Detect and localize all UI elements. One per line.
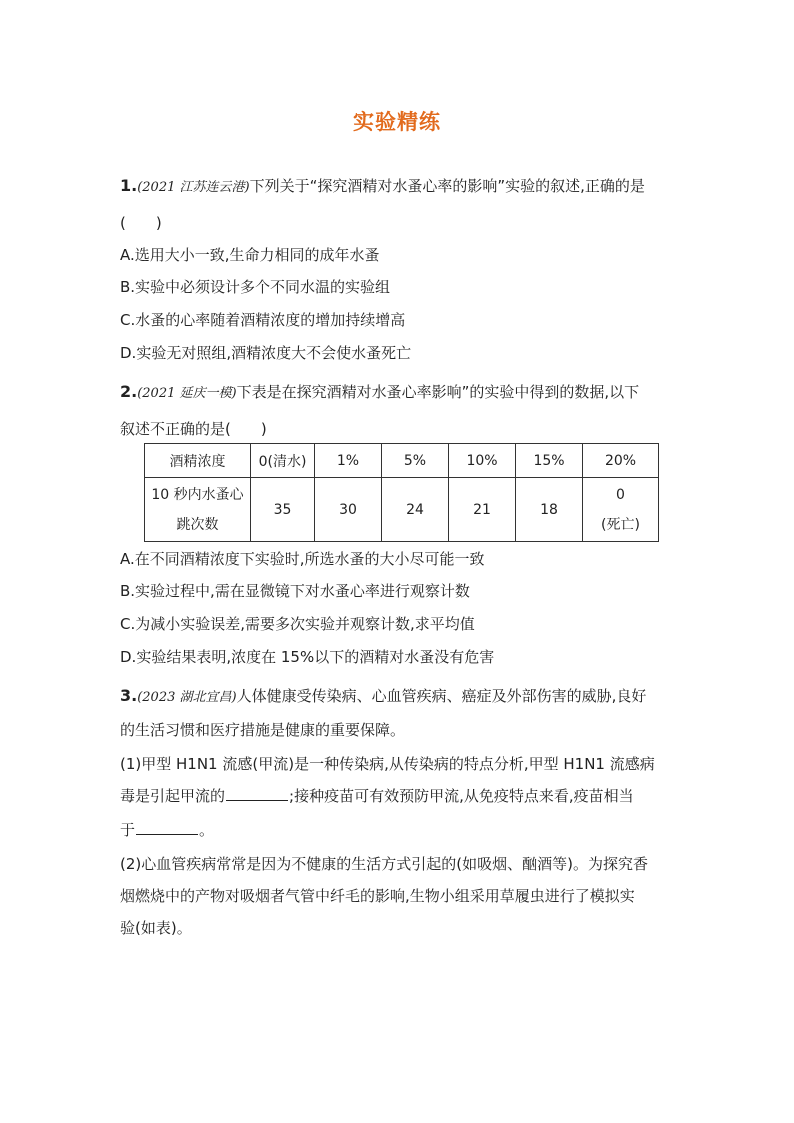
- q1-stem: [120, 176, 680, 198]
- q1-option-c: C.水蚤的心率随着酒精浓度的增加持续增高: [120, 311, 406, 329]
- data-table: [144, 443, 659, 542]
- q2-option-a: A.在不同酒精浓度下实验时,所选水蚤的大小尽可能一致: [120, 550, 485, 568]
- q1-paren: ( ): [120, 214, 162, 232]
- table-cell: 30: [315, 478, 382, 542]
- table-cell: 21: [449, 478, 516, 542]
- q3-stem-line2: 的生活习惯和医疗措施是健康的重要保障。: [120, 721, 406, 739]
- q1-source: (2021 江苏连云港): [137, 180, 250, 195]
- page-title: 实验精练: [353, 110, 441, 134]
- table-header-cell: 20%: [583, 444, 659, 478]
- q3-part1-text: 于: [120, 821, 136, 839]
- q2-option-c: C.为减小实验误差,需要多次实验并观察计数,求平均值: [120, 615, 475, 633]
- table-cell: [583, 478, 659, 542]
- q3-part2-line3: 验(如表)。: [120, 919, 192, 937]
- row-label-line1: 10 秒内水蚤心: [151, 486, 244, 503]
- q2-stem-line2: 叙述不正确的是( ): [120, 420, 267, 438]
- q1-option-a: A.选用大小一致,生命力相同的成年水蚤: [120, 246, 380, 264]
- q2-option-b: B.实验过程中,需在显微镜下对水蚤心率进行观察计数: [120, 582, 470, 600]
- q3-part1-line1: (1)甲型 H1N1 流感(甲流)是一种传染病,从传染病的特点分析,甲型 H1N1 流感病: [120, 755, 655, 773]
- table-header-cell: 酒精浓度: [145, 444, 251, 478]
- table-header-cell: 15%: [516, 444, 583, 478]
- last-value-line2: (死亡): [601, 516, 640, 533]
- table-header-cell: 0(清水): [251, 444, 315, 478]
- answer-blank-1[interactable]: [226, 786, 288, 801]
- q2-option-d: D.实验结果表明,浓度在 15%以下的酒精对水蚤没有危害: [120, 648, 495, 666]
- q1-option-b: B.实验中必须设计多个不同水温的实验组: [120, 278, 391, 296]
- q3-part2-line1: (2)心血管疾病常常是因为不健康的生活方式引起的(如吸烟、酗酒等)。为探究香: [120, 855, 648, 873]
- q3-part1-text: 。: [199, 821, 215, 839]
- table-header-cell: 10%: [449, 444, 516, 478]
- table-cell: 24: [382, 478, 449, 542]
- q3-number: 3.: [120, 686, 138, 705]
- row-label-line2: 跳次数: [176, 516, 219, 533]
- q3-part2-line2: 烟燃烧中的产物对吸烟者气管中纤毛的影响,生物小组采用草履虫进行了模拟实: [120, 887, 635, 905]
- q2-source: (2021 延庆一模): [137, 386, 237, 401]
- table-header-cell: 1%: [315, 444, 382, 478]
- answer-blank-2[interactable]: [136, 820, 198, 835]
- q3-source: (2023 湖北宜昌): [137, 690, 237, 705]
- q1-option-d: D.实验无对照组,酒精浓度大不会使水蚤死亡: [120, 344, 412, 362]
- q3-part1-text: ;接种疫苗可有效预防甲流,从免疫特点来看,疫苗相当: [289, 787, 634, 805]
- q2-number: 2.: [120, 382, 138, 401]
- table-row: [145, 444, 659, 478]
- q3-part1-line3: [120, 820, 680, 840]
- q3-stem-text: 人体健康受传染病、心血管疾病、癌症及外部伤害的威胁,良好: [236, 687, 647, 705]
- table-cell: 35: [251, 478, 315, 542]
- table-header-cell: 5%: [382, 444, 449, 478]
- q1-stem-text: 下列关于“探究酒精对水蚤心率的影响”实验的叙述,正确的是: [249, 177, 645, 195]
- q3-part1-text: 毒是引起甲流的: [120, 787, 226, 805]
- q2-stem: [120, 382, 680, 404]
- table-cell: 18: [516, 478, 583, 542]
- q3-stem: [120, 686, 680, 708]
- table-row-label: [145, 478, 251, 542]
- last-value-line1: 0: [616, 486, 625, 503]
- table-row: [145, 478, 659, 542]
- q3-part1-line2: [120, 786, 680, 806]
- q2-stem-text: 下表是在探究酒精对水蚤心率影响”的实验中得到的数据,以下: [236, 383, 640, 401]
- q1-number: 1.: [120, 176, 138, 195]
